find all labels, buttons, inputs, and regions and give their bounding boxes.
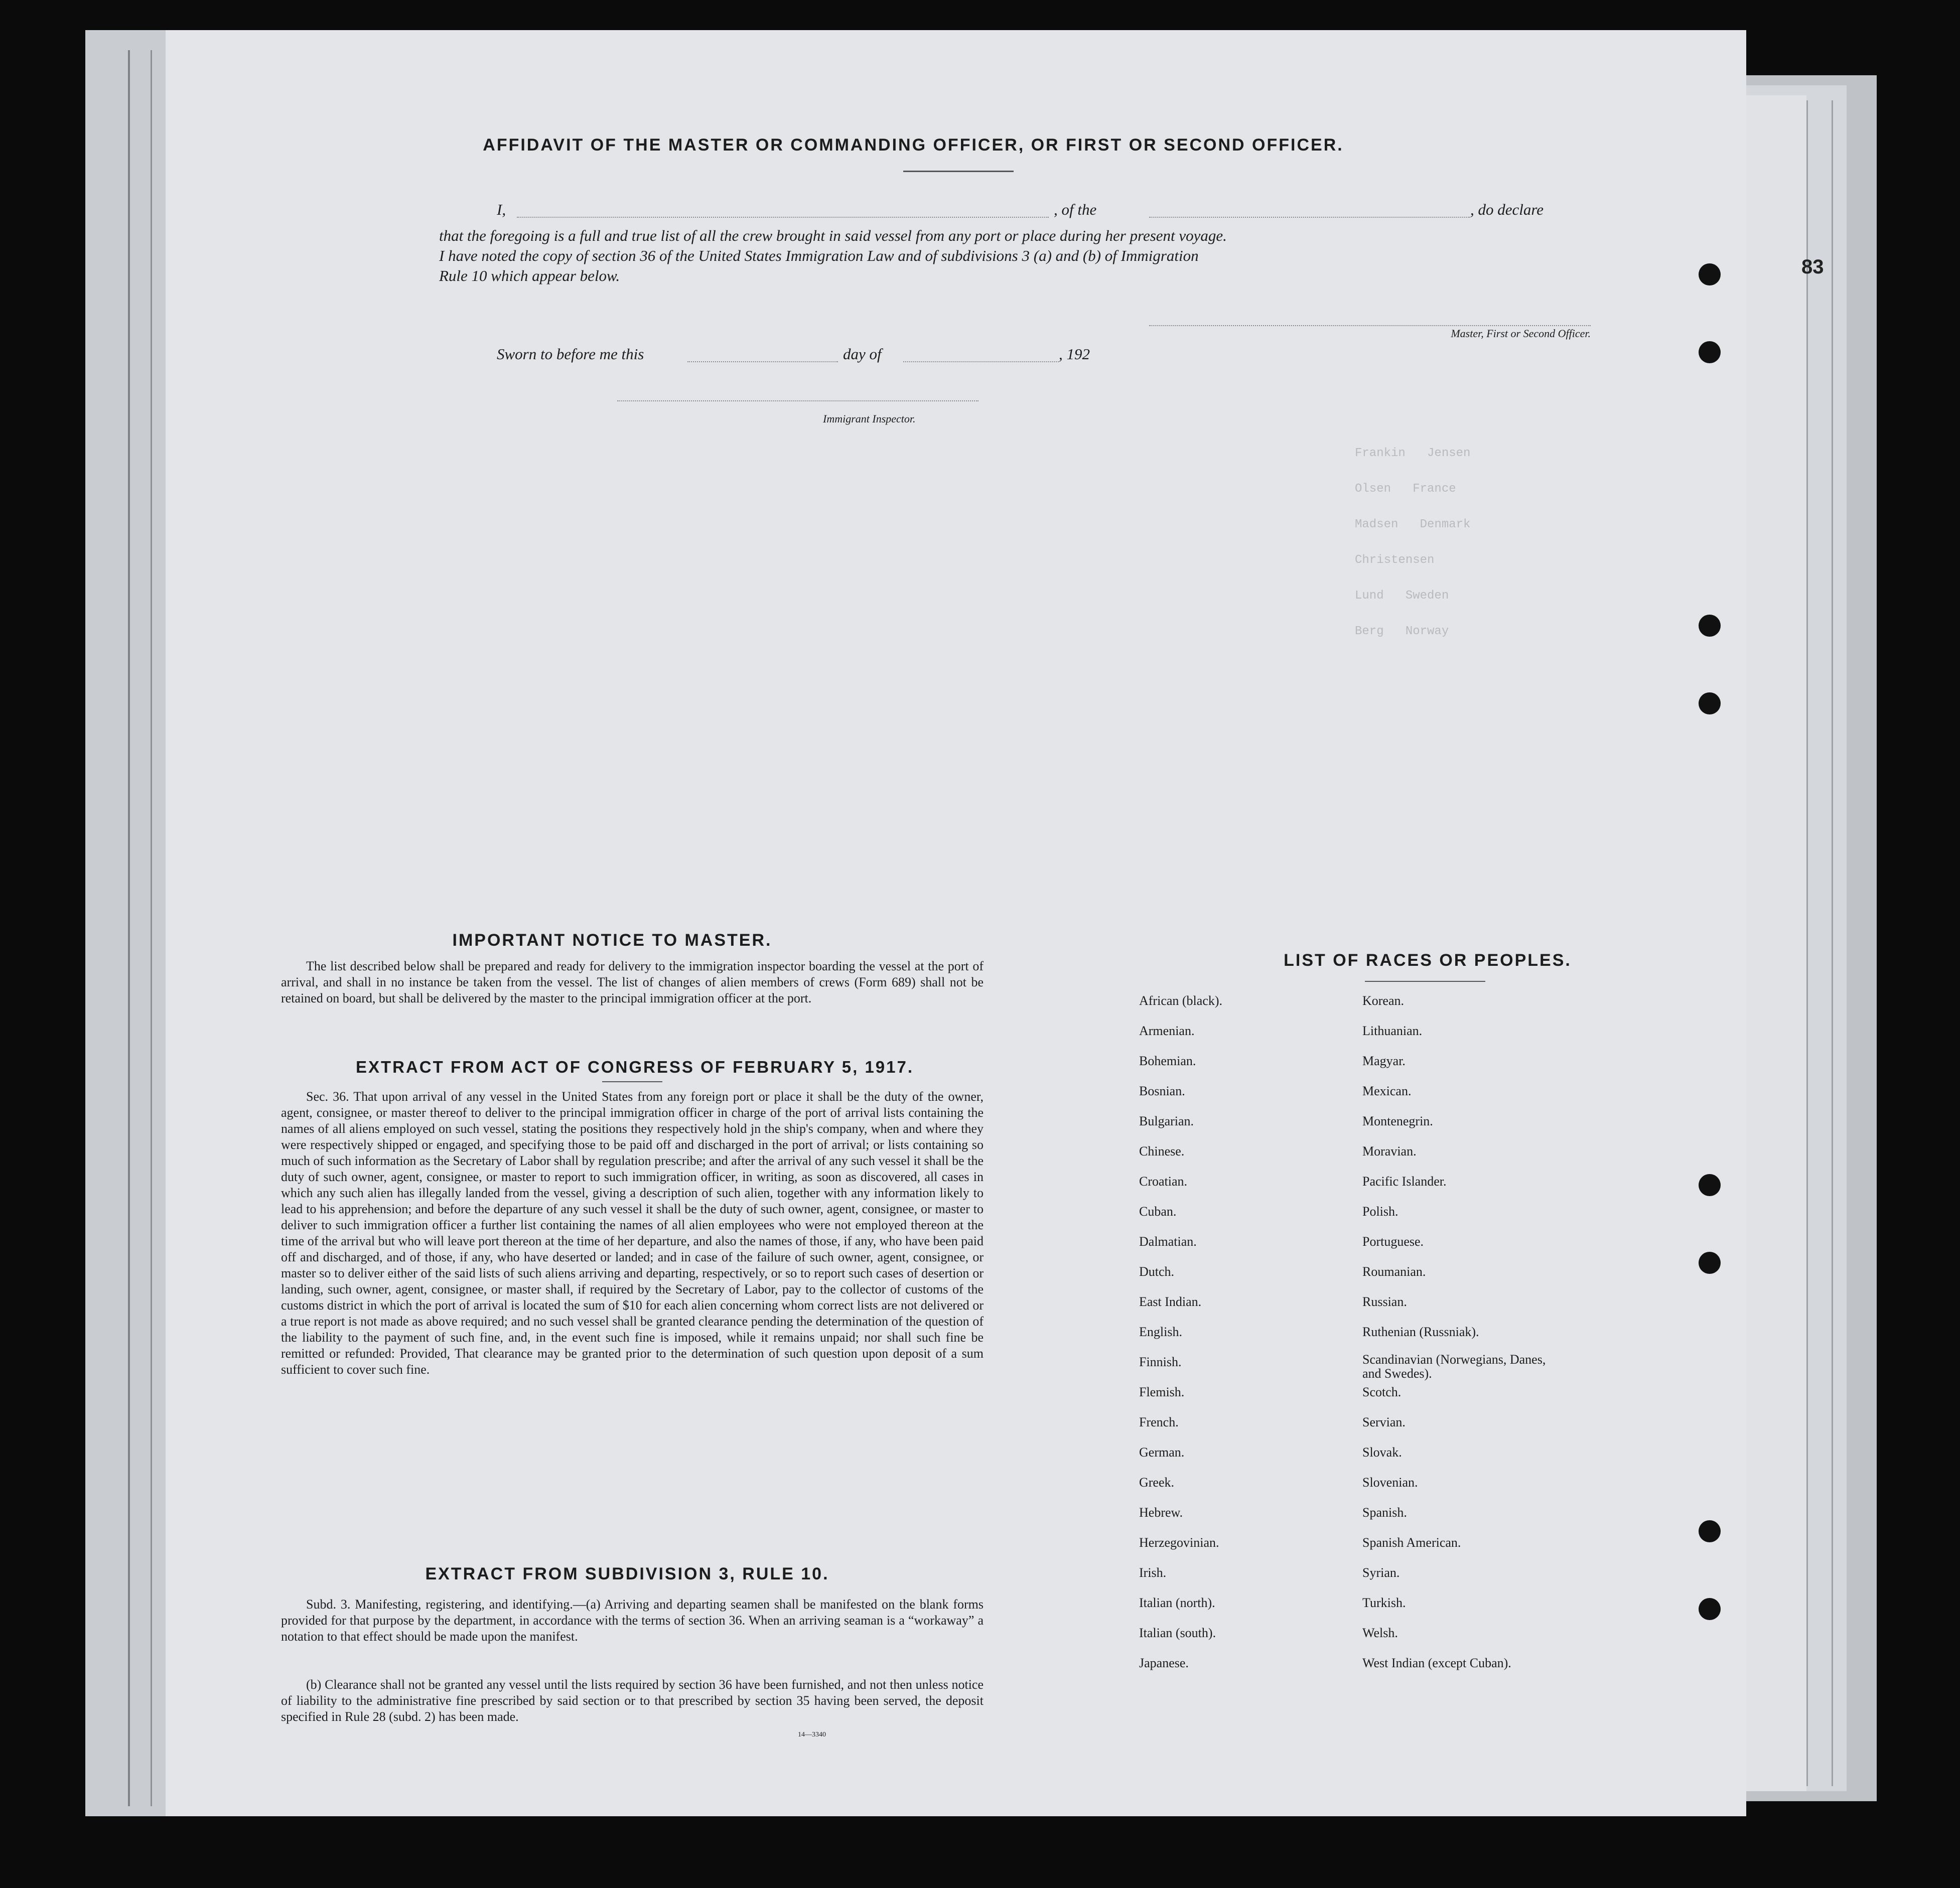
race-item: Flemish. — [1139, 1385, 1185, 1399]
race-item: Portuguese. — [1362, 1234, 1424, 1249]
race-item: Spanish American. — [1362, 1535, 1461, 1550]
punch-hole — [1699, 1598, 1721, 1620]
race-item: Lithuanian. — [1362, 1024, 1423, 1038]
race-item: Dalmatian. — [1139, 1234, 1197, 1249]
race-item: Slovak. — [1362, 1445, 1402, 1460]
punch-hole — [1699, 1520, 1721, 1542]
race-item: Bosnian. — [1139, 1084, 1185, 1098]
name-blank — [517, 217, 1049, 218]
race-item: Herzegovinian. — [1139, 1535, 1219, 1550]
month-blank — [903, 361, 1059, 362]
races-right-column — [1362, 993, 1603, 1686]
race-item: Ruthenian (Russniak). — [1362, 1325, 1479, 1339]
underlying-sheet-edge — [1746, 95, 1806, 1791]
race-item: Roumanian. — [1362, 1264, 1426, 1279]
race-item: Mexican. — [1362, 1084, 1412, 1098]
inspector-line — [617, 400, 978, 401]
race-item: Cuban. — [1139, 1204, 1177, 1219]
race-item: Greek. — [1139, 1475, 1175, 1490]
race-item: Scandinavian (Norwegians, Danes, and Swedes). — [1362, 1352, 1546, 1381]
title-rule — [903, 171, 1014, 172]
race-item: Montenegrin. — [1362, 1114, 1433, 1128]
manifest-page — [166, 30, 1746, 1816]
race-item: Italian (south). — [1139, 1626, 1216, 1640]
punch-hole — [1699, 615, 1721, 637]
day-of-text: day of — [843, 345, 882, 363]
race-item: Armenian. — [1139, 1024, 1195, 1038]
punch-hole — [1699, 1252, 1721, 1274]
race-item: Italian (north). — [1139, 1595, 1215, 1610]
extract-rule-title: EXTRACT FROM SUBDIVISION 3, RULE 10. — [425, 1564, 829, 1583]
races-title: LIST OF RACES OR PEOPLES. — [1284, 951, 1572, 970]
race-item: Japanese. — [1139, 1656, 1189, 1670]
race-item: Servian. — [1362, 1415, 1406, 1429]
race-item: Dutch. — [1139, 1264, 1175, 1279]
race-item: Bohemian. — [1139, 1054, 1196, 1068]
race-item: Syrian. — [1362, 1565, 1400, 1580]
affidavit-line1-declare: , do declare — [1470, 201, 1544, 218]
affidavit-line3: I have noted the copy of section 36 of the United States Immigration Law and of subdivisions 3 (a) and (b) of Immigration — [439, 247, 1199, 264]
punch-hole — [1699, 263, 1721, 285]
extract-act-title: EXTRACT FROM ACT OF CONGRESS OF FEBRUARY 5, 1917. — [355, 1058, 914, 1076]
sworn-day-blank — [687, 361, 838, 362]
extract-rule-para-b: (b) Clearance shall not be granted any vessel until the lists required by section 36 have been furnished, and not then unless notice of liability to the administrative fine prescribed by said section or to that prescribed by section 35 having been served, the deposit specified in Rule 28 (subd. 2) has been made. — [281, 1677, 984, 1724]
race-item: Finnish. — [1139, 1355, 1182, 1369]
spine-line — [128, 50, 130, 1806]
race-item: Irish. — [1139, 1565, 1167, 1580]
spine-line-2 — [151, 50, 152, 1806]
race-item: Bulgarian. — [1139, 1114, 1194, 1128]
race-item: Chinese. — [1139, 1144, 1185, 1158]
race-item: African (black). — [1139, 993, 1223, 1008]
race-item: Magyar. — [1362, 1054, 1406, 1068]
affidavit-line1-of-the: , of the — [1054, 201, 1097, 218]
punch-hole — [1699, 692, 1721, 714]
sheet-edge-line — [1806, 100, 1808, 1786]
race-item: Polish. — [1362, 1204, 1398, 1219]
race-item: Moravian. — [1362, 1144, 1417, 1158]
race-item: Turkish. — [1362, 1595, 1406, 1610]
extract-rule-para-a: Subd. 3. Manifesting, registering, and identifying.—(a) Arriving and departing seamen shall be manifested on the blank forms provided for that purpose by the department, in accordance with the terms of section 36. When an arriving seaman is a “workaway” a notation to that effect should be made upon the manifest. — [281, 1597, 984, 1644]
notice-text: The list described below shall be prepared and ready for delivery to the immigration inspector boarding the vessel at the port of arrival, and shall in no instance be taken from the vessel. The list of changes of alien members of crews (Form 689) shall not be retained on board, but shall be delivered by the master to the principal immigration officer at the port. — [281, 959, 984, 1005]
races-rule — [1365, 981, 1485, 982]
edge-mark: 83 — [1801, 256, 1824, 278]
sheet-edge-line-2 — [1832, 100, 1833, 1786]
bleed-through-column: Frankin Jensen Olsen France Madsen Denmark Christensen Lund Sweden Berg Norway — [1355, 447, 1471, 638]
year-text: , 192 — [1059, 345, 1090, 363]
sworn-text: Sworn to before me this — [497, 345, 644, 363]
extract-act-rule — [602, 1081, 662, 1082]
affidavit-line2: that the foregoing is a full and true list of all the crew brought in said vessel from any port or place during her present voyage. — [439, 227, 1227, 244]
affidavit-line4: Rule 10 which appear below. — [439, 267, 620, 284]
binding-spine — [85, 30, 176, 1816]
race-item: West Indian (except Cuban). — [1362, 1656, 1511, 1670]
affidavit-title: AFFIDAVIT OF THE MASTER OR COMMANDING OFFICER, OR FIRST OR SECOND OFFICER. — [483, 135, 1344, 155]
race-item: French. — [1139, 1415, 1179, 1429]
race-item: English. — [1139, 1325, 1182, 1339]
race-item: Scotch. — [1362, 1385, 1402, 1399]
race-item: Russian. — [1362, 1294, 1407, 1309]
form-number: 14—3340 — [798, 1731, 826, 1738]
extract-act-text: Sec. 36. That upon arrival of any vessel in the United States from any foreign port or place it shall be the duty of the owner, agent, consignee, or master thereof to deliver to the principal immigration officer in charge of the port of arrival lists containing the names of all aliens employed on such vessel, stating the positions they respectively hold jn the ship's company, when and where they were respectively shipped or engaged, and specifying those to be paid off and discharged in the port of arrival; or lists containing so much of such information as the Secretary of Labor shall by regulation prescribe; and after the arrival of any such vessel it shall be the duty of such owner, agent, consignee, or master to report to such immigration officer, in writing, as soon as discovered, all cases in which any such alien has illegally landed from the vessel, giving a description of such alien, together with any information likely to lead to his apprehension; and before the departure of any such vessel it shall be the duty of such owner, agent, consignee, or master to deliver to such immigration officer a further list containing the names of all alien employees who were not employed thereon at the time of the arrival but who will leave port thereon at the time of her departure, and also the names of those, if any, who have been paid off and discharged, and of those, if any, who have deserted or landed; and in case of the failure of such owner, agent, consignee, or master so to deliver either of the said lists of such aliens arriving and departing, respectively, or so to report such cases of desertion or landing, such owner, agent, consignee, or master shall, if required by the Secretary of Labor, pay to the collector of customs of the customs district in which the port of arrival is located the sum of $10 for each alien concerning whom correct lists are not delivered or a true report is not made as above required; and no such vessel shall be granted clearance pending the determination of the question of the liability to the payment of such fine, and, in the event such fine is imposed, while it remains unpaid; nor shall such fine be remitted or refunded: Provided, That clearance may be granted prior to the determination of such question upon deposit of a sum sufficient to cover such fine. — [281, 1089, 984, 1377]
race-item: Croatian. — [1139, 1174, 1188, 1189]
race-item: Hebrew. — [1139, 1505, 1183, 1520]
notice-title: IMPORTANT NOTICE TO MASTER. — [452, 931, 772, 950]
race-item: Spanish. — [1362, 1505, 1407, 1520]
race-item: Welsh. — [1362, 1626, 1398, 1640]
races-left-column — [1139, 993, 1222, 1686]
inspector-caption: Immigrant Inspector. — [823, 412, 916, 425]
punch-hole — [1699, 1174, 1721, 1196]
affidavit-line1-i: I, — [497, 201, 506, 218]
signature-line — [1149, 325, 1591, 326]
vessel-blank — [1149, 217, 1470, 218]
race-item: East Indian. — [1139, 1294, 1202, 1309]
punch-hole — [1699, 341, 1721, 363]
race-item: Korean. — [1362, 993, 1405, 1008]
race-item: Slovenian. — [1362, 1475, 1418, 1490]
race-item: German. — [1139, 1445, 1185, 1460]
race-item: Pacific Islander. — [1362, 1174, 1447, 1189]
signature-caption: Master, First or Second Officer. — [1451, 327, 1591, 340]
